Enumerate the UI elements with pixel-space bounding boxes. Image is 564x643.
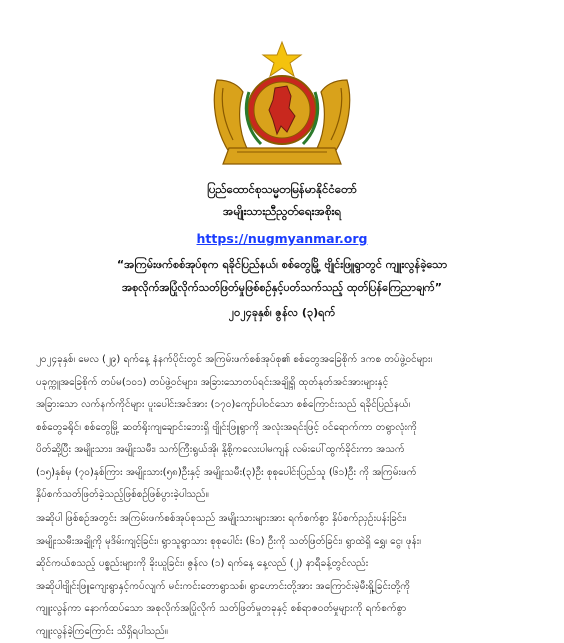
state-emblem	[209, 40, 355, 170]
statement-title-line-2: အစုလိုက်အပြုံလိုက်သတ်ဖြတ်မှုဖြစ်စဉ်နှင့်ပတ်သက်သည့် ထုတ်ပြန်ကြေညာချက်”	[0, 281, 564, 297]
website-link[interactable]: https://nugmyanmar.org	[0, 231, 564, 246]
paragraph-line: (၁၅)နှစ်မှ (၇၀)နှစ်ကြား အမျိုးသား(၅၈)ဦးနှင့် အမျိုးသမီး(၃)ဦး စုစုပေါင်းပြည်သူ (၆၁)ဦး ကို အကြမ်းဖက်	[36, 462, 536, 485]
paragraph-line: စစ်တွေခရိုင်၊ စစ်တွေမြို့ ဆတ်ရိုးကျချောင်းဘေးရှိ ဗျိုင်းဖြူရွာကို အလုံးအရင်းဖြင့် ဝင်ရောက်ကာ တရွာလုံးကို	[36, 417, 536, 440]
paragraph-line: ကျူးလွန်ကာ နောက်ထပ်သော အစုလိုက်အပြုံလိုက် သတ်ဖြတ်မှုတခုနှင့် စစ်ရာဇဝတ်မှုများကို ရက်စက်စွာ	[36, 598, 536, 621]
paragraph-line: ပခုက္ကူအခြေစိုက် တပ်မ(၁၀၁) တပ်ဖွဲ့ဝင်များ၊ အခြားသောတပ်ရင်းအချို့ရှိ ထုတ်နုတ်အင်အားများနှင့်	[36, 372, 536, 395]
government-name: ပြည်ထောင်စုသမ္မတမြန်မာနိုင်ငံတော်	[0, 182, 564, 199]
paragraph-line: အဆိုပါဗျိုင်းဖြူကျေးရွာနှင့်ကပ်လျက် မင်းကင်းတောရွာသစ်၊ ရွာဟောင်းတို့အား အကြောင်းမဲ့မီးရှို့ခြင်းတို့ကို	[36, 576, 536, 599]
paragraph-line: နှိပ်စက်သတ်ဖြတ်ခဲ့သည့်ဖြစ်စဉ်ဖြစ်ပွားခဲ့ပါသည်။	[36, 484, 536, 507]
paragraph-line: အဆိုပါ ဖြစ်စဉ်အတွင်း အကြမ်းဖက်စစ်အုပ်စုသည် အမျိုးသားများအား ရက်စက်စွာ နှိပ်စက်ညှဉ်းပန်းခြင်း၊	[36, 508, 536, 531]
paragraph-2	[36, 508, 536, 643]
paragraph-line: ကျူးလွန်ခဲ့ကြကြောင်း သိရှိရပါသည်။	[36, 621, 536, 643]
government-subname: အမျိုးသားညီညွတ်ရေးအစိုးရ	[0, 204, 564, 221]
paragraph-line: အမျိုးသမီးအချို့ကို မုဒိမ်းကျင့်ခြင်း၊ ရွာသူရွာသား စုစုပေါင်း (၆၁) ဦးကို သတ်ဖြတ်ခြင်း၊ ရွာထဲရှိ ရွှေ၊ ငွေ၊ ဖုန်း၊	[36, 531, 536, 554]
paragraph-1	[36, 349, 536, 507]
statement-date: ၂၀၂၄ခုနှစ်၊ ဇွန်လ (၃)ရက်	[0, 306, 564, 322]
paragraph-line: အခြားသော လက်နက်ကိုင်များ ပူးပေါင်းအင်အား (၁၇၀)ကျော်ပါဝင်သော စစ်ကြောင်းသည် ရခိုင်ပြည်နယ်၊	[36, 394, 536, 417]
emblem-icon	[209, 40, 355, 170]
paragraph-line: ဆိုင်ကယ်စသည့် ပစ္စည်းများကို ခိုးယူခြင်း၊ ဇွန်လ (၁) ရက်နေ့ နေ့လည် (၂) နာရီခန့်တွင်လည်း	[36, 553, 536, 576]
statement-title-line-1: “အကြမ်းဖက်စစ်အုပ်စုက ရခိုင်ပြည်နယ်၊ စစ်တွေမြို့ ဗျိုင်းဖြူရွာတွင် ကျူးလွန်ခဲ့သော	[0, 258, 564, 274]
paragraph-line: ပိတ်ဆို့ပြီး အမျိုးသား၊ အမျိုးသမီး၊ သက်ကြီးရွယ်အို၊ နို့စို့ကလေးပါမကျန် လမ်းပေါ်ထွက်ခိုင်းကာ အသက်	[36, 439, 536, 462]
paragraph-line: ၂၀၂၄ခုနှစ်၊ မေလ (၂၉) ရက်နေ့ နံနက်ပိုင်းတွင် အကြမ်းဖက်စစ်အုပ်စု၏ စစ်တွေအခြေစိုက် ဒကစ တပ်ဖွဲ့ဝင်များ၊	[36, 349, 536, 372]
